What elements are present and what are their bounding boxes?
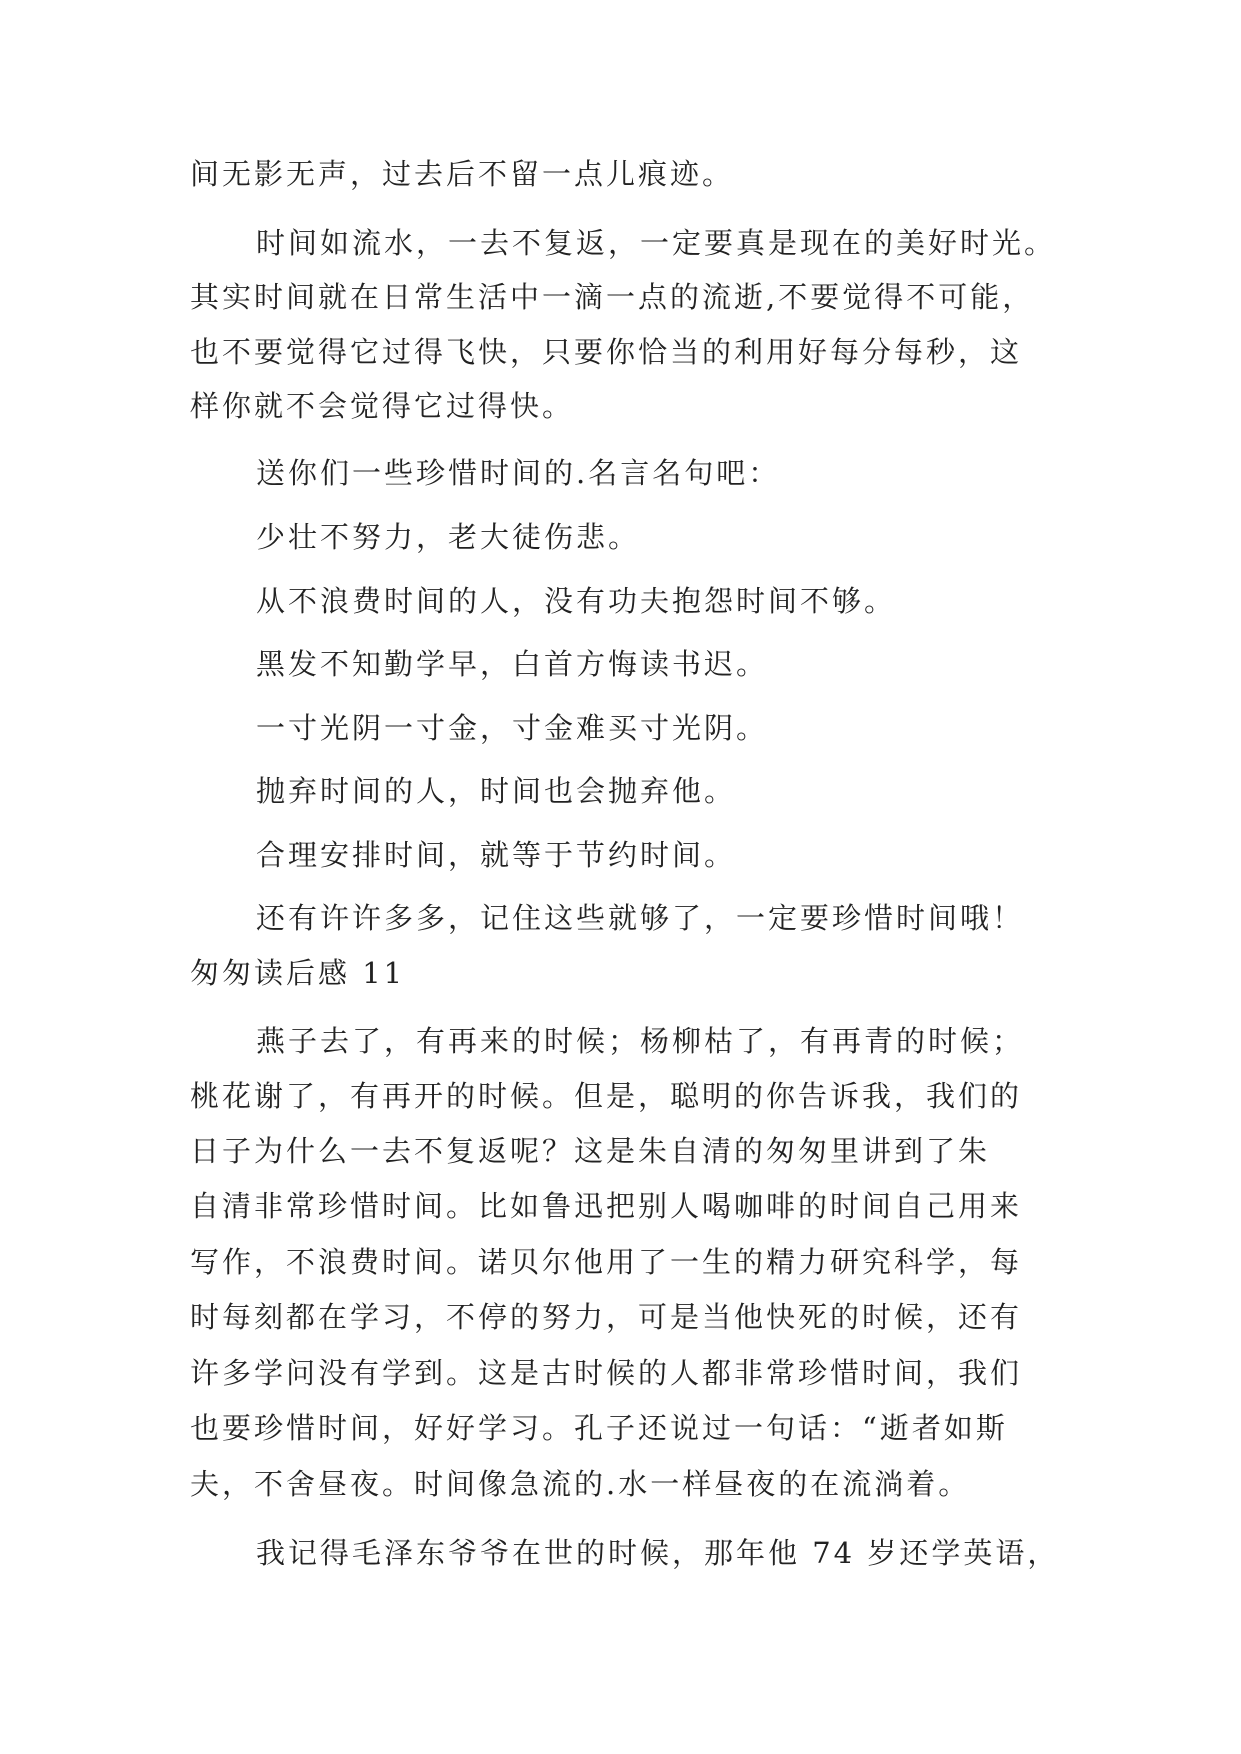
- quote-line: 抛弃时间的人，时间也会抛弃他。: [256, 774, 737, 808]
- quote-line: 从不浪费时间的人，没有功夫抱怨时间不够。: [256, 584, 897, 618]
- quote-line: 黑发不知勤学早，白首方悔读书迟。: [256, 647, 769, 681]
- text-line: 也要珍惜时间，好好学习。孔子还说过一句话：“逝者如斯: [190, 1411, 1008, 1445]
- section-heading: 匆匆读后感 11: [190, 956, 406, 990]
- text-line: 写作，不浪费时间。诺贝尔他用了一生的精力研究科学，每: [190, 1245, 1023, 1279]
- paragraph-start-line: 我记得毛泽东爷爷在世的时候，那年他 74 岁还学英语，: [256, 1536, 1060, 1570]
- text-line: 间无影无声，过去后不留一点儿痕迹。: [190, 157, 735, 191]
- quote-line: 一寸光阴一寸金，寸金难买寸光阴。: [256, 711, 769, 745]
- text-line: 夫，不舍昼夜。时间像急流的.水一样昼夜的在流淌着。: [190, 1467, 971, 1501]
- text-line: 桃花谢了，有再开的时候。但是，聪明的你告诉我，我们的: [190, 1079, 1023, 1113]
- paragraph-start-line: 燕子去了，有再来的时候；杨柳枯了，有再青的时候；: [256, 1024, 1025, 1058]
- paragraph-start-line: 还有许许多多，记住这些就够了，一定要珍惜时间哦！: [256, 901, 1025, 935]
- text-line: 也不要觉得它过得飞快，只要你恰当的利用好每分每秒，这: [190, 335, 1023, 369]
- paragraph-start-line: 时间如流水，一去不复返，一定要真是现在的美好时光。: [256, 226, 1057, 260]
- text-line: 许多学问没有学到。这是古时候的人都非常珍惜时间，我们: [190, 1356, 1023, 1390]
- text-line: 自清非常珍惜时间。比如鲁迅把别人喝咖啡的时间自己用来: [190, 1189, 1023, 1223]
- quote-line: 少壮不努力，老大徒伤悲。: [256, 520, 641, 554]
- text-line: 日子为什么一去不复返呢？这是朱自清的匆匆里讲到了朱: [190, 1134, 991, 1168]
- text-line: 时每刻都在学习，不停的努力，可是当他快死的时候，还有: [190, 1300, 1023, 1334]
- text-line: 样你就不会觉得它过得快。: [190, 389, 575, 423]
- text-line: 其实时间就在日常生活中一滴一点的流逝,不要觉得不可能，: [190, 280, 1035, 314]
- paragraph-start-line: 送你们一些珍惜时间的.名言名句吧：: [256, 456, 781, 490]
- quote-line: 合理安排时间，就等于节约时间。: [256, 838, 737, 872]
